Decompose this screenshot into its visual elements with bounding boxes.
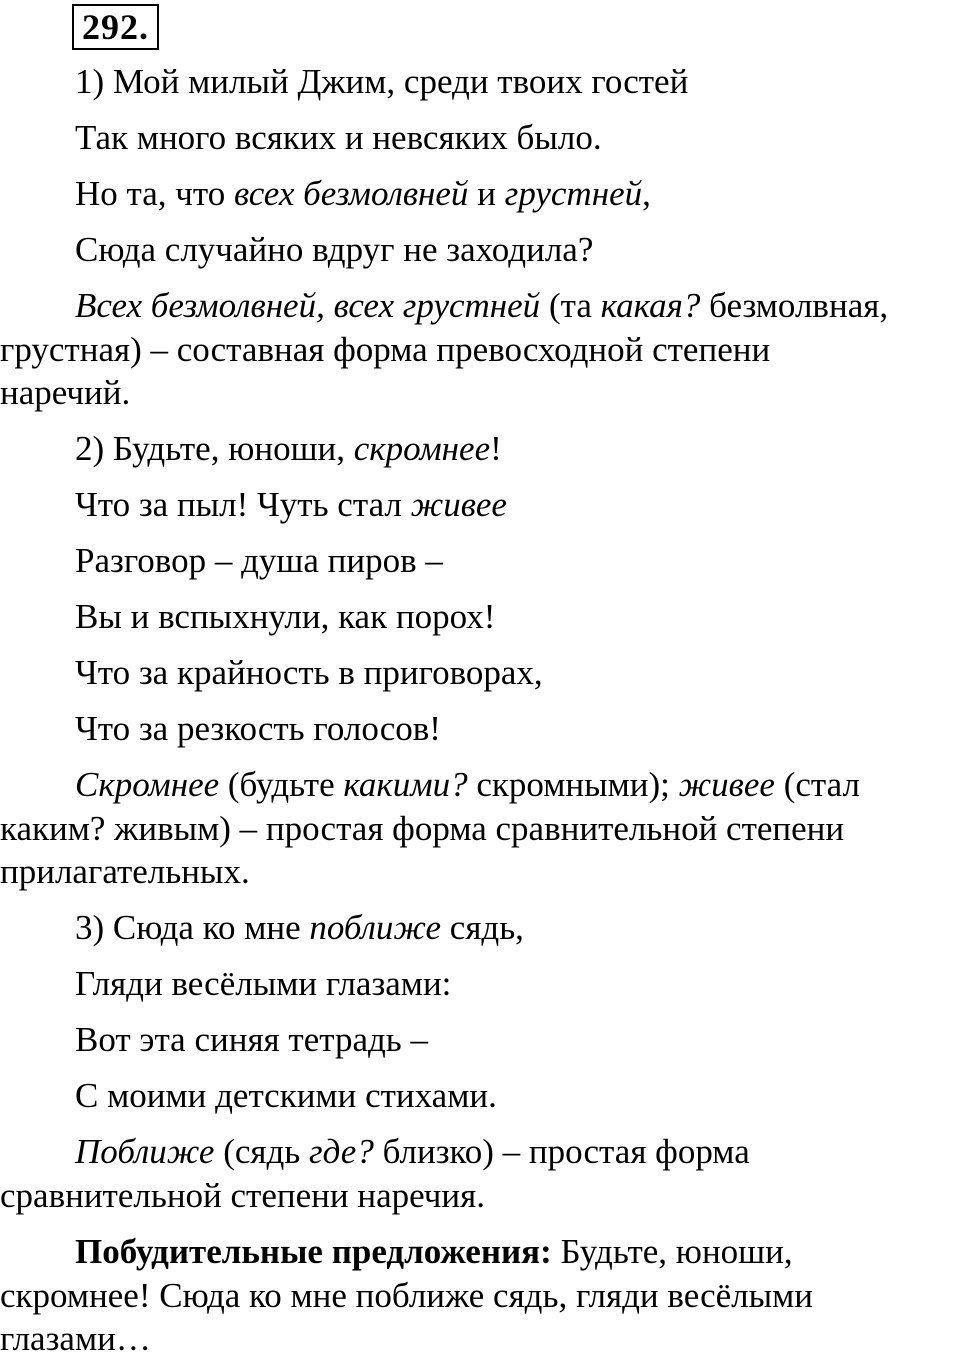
plain-text: (сядь [214, 1132, 309, 1171]
text-line-s2-l2 [75, 485, 507, 525]
text-line-s3-l2 [75, 964, 451, 1004]
plain-text: Но та, что [75, 174, 234, 213]
bold-text: Побудительные предложения: [75, 1232, 552, 1271]
plain-text: Что за крайность в приговорах, [75, 653, 543, 692]
italic-text: живее [678, 765, 775, 804]
plain-text: ! [490, 429, 502, 468]
text-line-s2-l3 [75, 541, 443, 581]
italic-text: Всех безмолвней, всех грустней [75, 286, 541, 325]
plain-text: (та [540, 286, 601, 325]
plain-text: С моими детскими стихами. [75, 1076, 497, 1115]
plain-text: 3) Сюда ко мне [75, 908, 310, 947]
plain-text: Вы и вспыхнули, как порох! [75, 597, 496, 636]
text-line-s3-l4 [75, 1076, 497, 1116]
plain-text: , [642, 174, 651, 213]
italic-text: поближе [309, 908, 442, 947]
plain-text: близко) – простая форма [373, 1132, 750, 1171]
text-line-s1-l2 [75, 118, 602, 158]
italic-text: грустней [504, 174, 643, 213]
italic-text: живее [410, 485, 507, 524]
plain-text: безмолвная, [700, 286, 889, 325]
text-line-s2-l1 [75, 429, 502, 469]
text-line-s1-l1 [75, 62, 688, 102]
italic-text: где? [309, 1132, 374, 1171]
text-line-s3-l1 [75, 908, 524, 948]
plain-text: Так много всяких и невсяких было. [75, 118, 602, 157]
text-line-s3-l3 [75, 1020, 428, 1060]
plain-text: Сюда случайно вдруг не заходила? [75, 230, 594, 269]
text-line-s1-e2 [0, 330, 770, 370]
text-line-s2-e2 [0, 809, 844, 849]
plain-text: скромными); [467, 765, 679, 804]
exercise-number: 292. [72, 4, 159, 50]
text-line-s1-l4 [75, 230, 593, 270]
italic-text: какими? [343, 765, 468, 804]
italic-text: всех безмолвней [233, 174, 469, 213]
text-line-s2-l4 [75, 597, 495, 637]
plain-text: каким? живым) – простая форма сравнительной степени [0, 809, 845, 848]
plain-text: Что за резкость голосов! [75, 709, 441, 748]
plain-text: сядь, [441, 908, 524, 947]
text-line-s1-e1 [75, 286, 888, 326]
plain-text: Гляди весёлыми глазами: [75, 964, 452, 1003]
plain-text: 1) Мой милый Джим, среди твоих гостей [75, 62, 689, 101]
plain-text: грустная) – составная форма превосходной степени [0, 330, 771, 369]
text-line-s3-e2 [0, 1176, 485, 1216]
plain-text: и [468, 174, 505, 213]
text-line-s4-l3 [0, 1319, 151, 1359]
text-line-s1-l3 [75, 174, 651, 214]
text-line-s4-l1 [75, 1232, 793, 1272]
plain-text: наречий. [0, 373, 131, 412]
plain-text: Что за пыл! Чуть стал [75, 485, 411, 524]
plain-text: (стал [774, 765, 860, 804]
text-line-s2-l6 [75, 709, 441, 749]
italic-text: какая? [600, 286, 701, 325]
text-line-s3-e1 [75, 1132, 750, 1172]
italic-text: Скромнее [75, 765, 220, 804]
italic-text: Поближе [75, 1132, 215, 1171]
text-line-s1-e3 [0, 373, 130, 413]
text-line-s2-e3 [0, 852, 250, 892]
plain-text: (будьте [219, 765, 344, 804]
text-line-s2-e1 [75, 765, 860, 805]
plain-text: глазами… [0, 1319, 151, 1358]
plain-text: Разговор – душа пиров – [75, 541, 443, 580]
plain-text: 2) Будьте, юноши, [75, 429, 354, 468]
text-line-s4-l2 [0, 1276, 813, 1316]
plain-text: Будьте, юноши, [551, 1232, 793, 1271]
text-line-s2-l5 [75, 653, 543, 693]
plain-text: Вот эта синяя тетрадь – [75, 1020, 429, 1059]
italic-text: скромнее [353, 429, 491, 468]
plain-text: скромнее! Сюда ко мне поближе сядь, гляди весёлыми [0, 1276, 814, 1315]
plain-text: сравнительной степени наречия. [0, 1176, 485, 1215]
plain-text: прилагательных. [0, 852, 250, 891]
